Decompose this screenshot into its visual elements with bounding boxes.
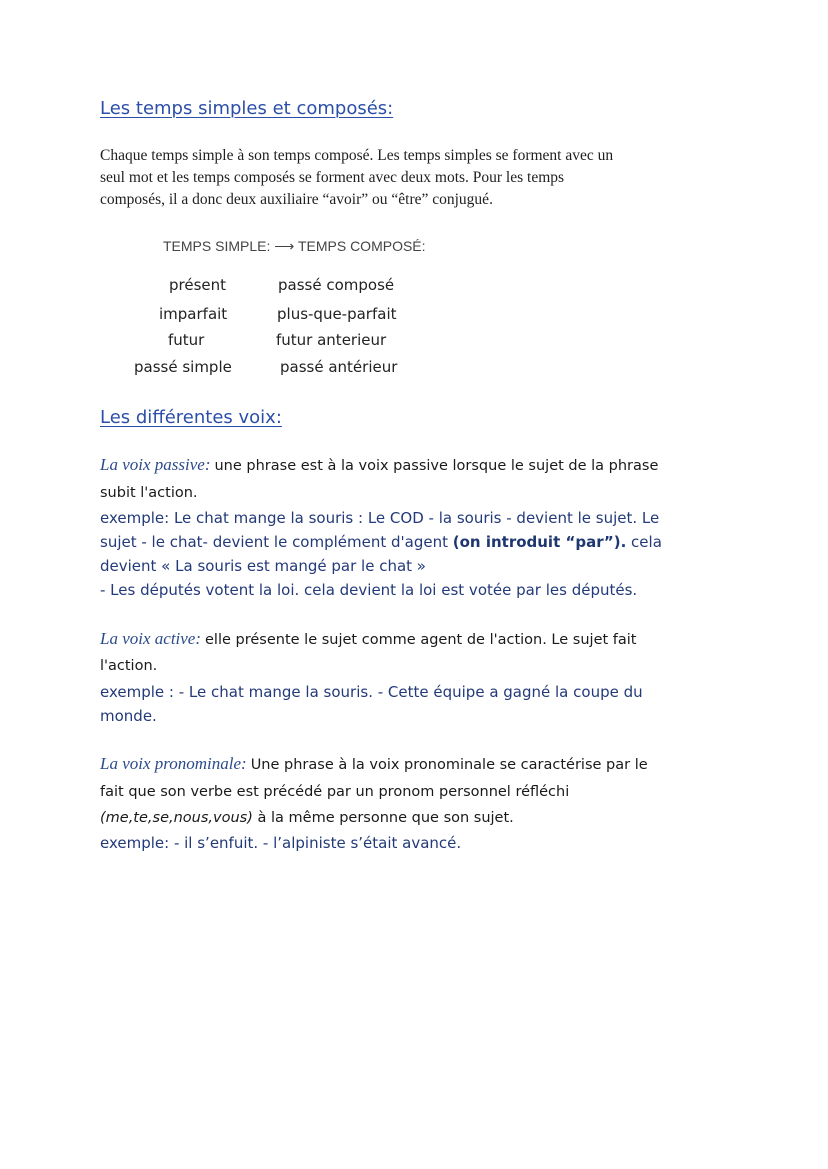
pronominale-def: Une phrase à la voix pronominale se caractérise par le bbox=[250, 757, 648, 773]
pronoun-list: (me,te,se,nous,vous) bbox=[100, 810, 253, 826]
simple-tense: présent bbox=[169, 276, 227, 294]
simple-tense: passé simple bbox=[134, 358, 232, 376]
compound-tense: passé composé bbox=[278, 276, 395, 294]
paragraph-line: Chaque temps simple à son temps composé. Les temps simples se forment avec un bbox=[100, 147, 614, 164]
passive-label: La voix passive: bbox=[100, 455, 211, 474]
example-text: sujet - le chat- devient le complément d'agent bbox=[100, 533, 453, 551]
active-example-line: monde. bbox=[100, 707, 157, 725]
passive-example-line: exemple: Le chat mange la souris : Le COD - la souris - devient le sujet. Le bbox=[100, 509, 660, 527]
passive-example-line bbox=[100, 533, 662, 551]
passive-def-line bbox=[100, 455, 658, 475]
pronominale-def-cont: fait que son verbe est précédé par un pronom personnel réfléchi bbox=[100, 784, 570, 800]
active-def-cont: l'action. bbox=[100, 658, 158, 674]
active-label: La voix active: bbox=[100, 629, 202, 648]
simple-tense: futur bbox=[168, 331, 205, 349]
pronominale-def-line bbox=[100, 754, 648, 774]
active-example-line: exemple : - Le chat mange la souris. - Cette équipe a gagné la coupe du bbox=[100, 683, 643, 701]
compound-tense: plus-que-parfait bbox=[277, 305, 397, 323]
example-emphasis: (on introduit “par”). bbox=[452, 533, 627, 551]
passive-example-line: devient « La souris est mangé par le chat » bbox=[100, 557, 426, 575]
active-def: elle présente le sujet comme agent de l'action. Le sujet fait bbox=[205, 632, 637, 648]
paragraph-line: composés, il a donc deux auxiliaire “avoir” ou “être” conjugué. bbox=[100, 191, 493, 208]
paragraph-line: seul mot et les temps composés se forment avec deux mots. Pour les temps bbox=[100, 169, 565, 186]
pronominale-def-cont bbox=[100, 810, 514, 826]
passive-def-cont: subit l'action. bbox=[100, 485, 198, 501]
pronominale-label: La voix pronominale: bbox=[100, 754, 247, 773]
example-text: cela bbox=[626, 533, 662, 551]
def-text: à la même personne que son sujet. bbox=[252, 810, 514, 826]
table-header: TEMPS SIMPLE: ⟶ TEMPS COMPOSÉ: bbox=[163, 238, 426, 254]
pronominale-example-line: exemple: - il s’enfuit. - l’alpiniste s’était avancé. bbox=[100, 834, 462, 852]
passive-example-line: - Les députés votent la loi. cela devient la loi est votée par les députés. bbox=[100, 581, 638, 599]
heading-voix: Les différentes voix: bbox=[100, 407, 282, 428]
paragraph-temps bbox=[100, 145, 720, 211]
heading-temps: Les temps simples et composés: bbox=[100, 98, 394, 119]
compound-tense: futur anterieur bbox=[276, 331, 387, 349]
simple-tense: imparfait bbox=[159, 305, 228, 323]
passive-def: une phrase est à la voix passive lorsque le sujet de la phrase bbox=[214, 458, 659, 474]
active-def-line bbox=[100, 629, 636, 649]
compound-tense: passé antérieur bbox=[280, 358, 398, 376]
